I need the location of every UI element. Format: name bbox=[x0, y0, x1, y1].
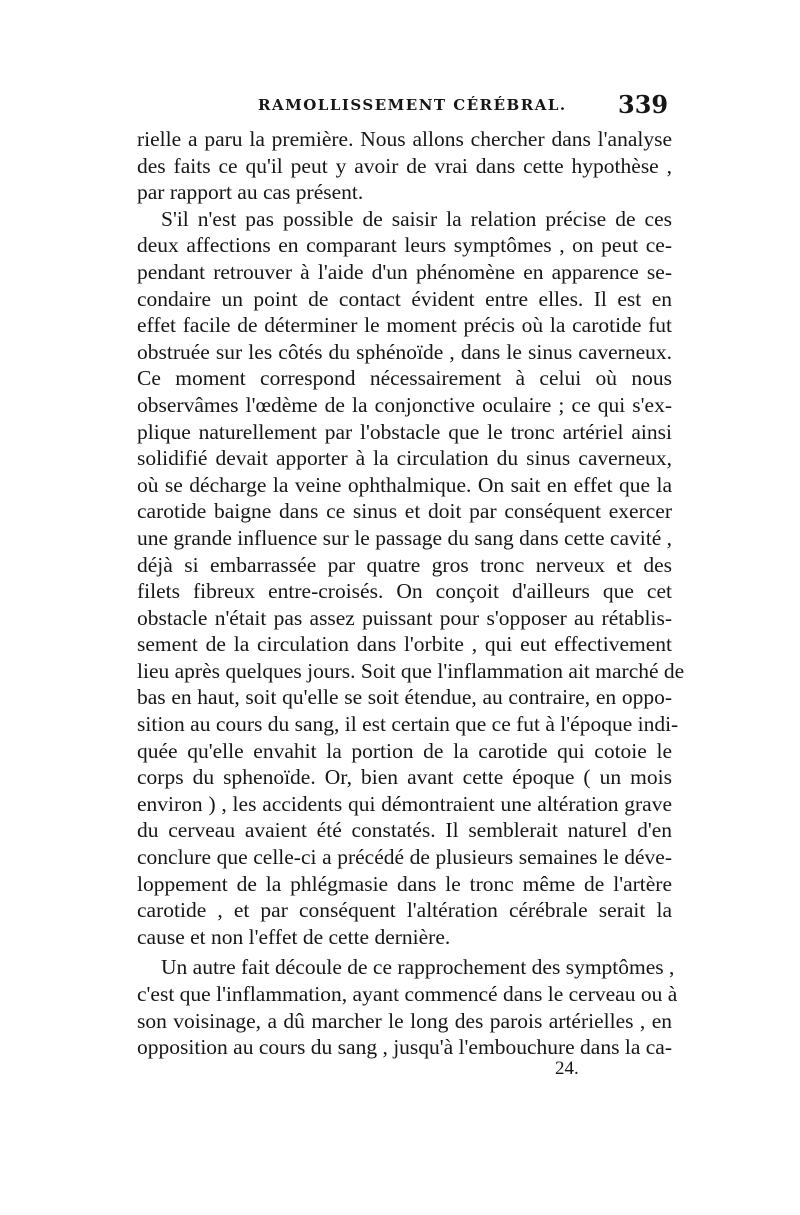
text-line: effet facile de déterminer le moment précis où la carotide fut bbox=[137, 313, 672, 338]
text-line: par rapport au cas présent. bbox=[137, 180, 364, 205]
page-number: 339 bbox=[618, 90, 669, 119]
text-line: lieu après quelques jours. Soit que l'inflammation ait marché de bbox=[137, 658, 685, 683]
text-line: corps du sphenoïde. Or, bien avant cette époque ( un mois bbox=[137, 765, 672, 790]
text-line: quée qu'elle envahit la portion de la carotide qui cotoie le bbox=[137, 738, 672, 763]
text-line: plique naturellement par l'obstacle que le tronc artériel ainsi bbox=[137, 419, 672, 444]
text-line: obstruée sur les côtés du sphénoïde , dans le sinus caverneux. bbox=[137, 339, 672, 364]
text-line: pendant retrouver à l'aide d'un phénomène en apparence se- bbox=[137, 259, 672, 284]
text-line: des faits ce qu'il peut y avoir de vrai dans cette hypothèse , bbox=[137, 153, 672, 178]
body-text bbox=[137, 126, 685, 1061]
text-line: conclure que celle-ci a précédé de plusieurs semaines le déve- bbox=[137, 845, 672, 870]
text-line: son voisinage, a dû marcher le long des parois artérielles , en bbox=[137, 1008, 672, 1033]
text-line: sement de la circulation dans l'orbite , qui eut effectivement bbox=[137, 632, 672, 657]
text-line: environ ) , les accidents qui démontraient une altération grave bbox=[137, 791, 672, 816]
text-line: déjà si embarrassée par quatre gros tronc nerveux et des bbox=[137, 552, 672, 577]
signature-mark: 24. bbox=[555, 1058, 579, 1079]
text-line: bas en haut, soit qu'elle se soit étendue, au contraire, en oppo- bbox=[137, 685, 672, 710]
text-line: une grande influence sur le passage du sang dans cette cavité , bbox=[137, 525, 672, 550]
text-line: filets fibreux entre-croisés. On conçoit d'ailleurs que cet bbox=[137, 579, 672, 604]
text-line: Un autre fait découle de ce rapprochement des symptômes , bbox=[161, 955, 675, 980]
running-head: RAMOLLISSEMENT CÉRÉBRAL. bbox=[258, 96, 567, 114]
text-line: sition au cours du sang, il est certain que ce fut à l'époque indi- bbox=[137, 712, 679, 737]
text-line: observâmes l'œdème de la conjonctive oculaire ; ce qui s'ex- bbox=[137, 392, 672, 417]
text-line: condaire un point de contact évident entre elles. Il est en bbox=[137, 286, 672, 311]
text-line: cause et non l'effet de cette dernière. bbox=[137, 924, 451, 949]
text-line: Ce moment correspond nécessairement à celui où nous bbox=[137, 366, 672, 391]
text-line: opposition au cours du sang , jusqu'à l'embouchure dans la ca- bbox=[137, 1035, 672, 1060]
text-line: c'est que l'inflammation, ayant commencé dans le cerveau ou à bbox=[137, 982, 678, 1006]
text-line: rielle a paru la première. Nous allons chercher dans l'analyse bbox=[137, 127, 672, 151]
text-line: deux affections en comparant leurs symptômes , on peut ce- bbox=[137, 233, 672, 258]
text-line: obstacle n'était pas assez puissant pour s'opposer au rétablis- bbox=[137, 605, 672, 630]
text-line: loppement de la phlégmasie dans le tronc même de l'artère bbox=[137, 871, 672, 896]
text-line: carotide , et par conséquent l'altération cérébrale serait la bbox=[137, 898, 672, 923]
text-line: solidifié devait apporter à la circulation du sinus caverneux, bbox=[137, 446, 672, 471]
text-line: où se décharge la veine ophthalmique. On sait en effet que la bbox=[137, 472, 672, 497]
text-line: du cerveau avaient été constatés. Il semblerait naturel d'en bbox=[137, 818, 672, 843]
text-line: carotide baigne dans ce sinus et doit par conséquent exercer bbox=[137, 499, 672, 524]
text-line: S'il n'est pas possible de saisir la relation précise de ces bbox=[161, 206, 672, 231]
